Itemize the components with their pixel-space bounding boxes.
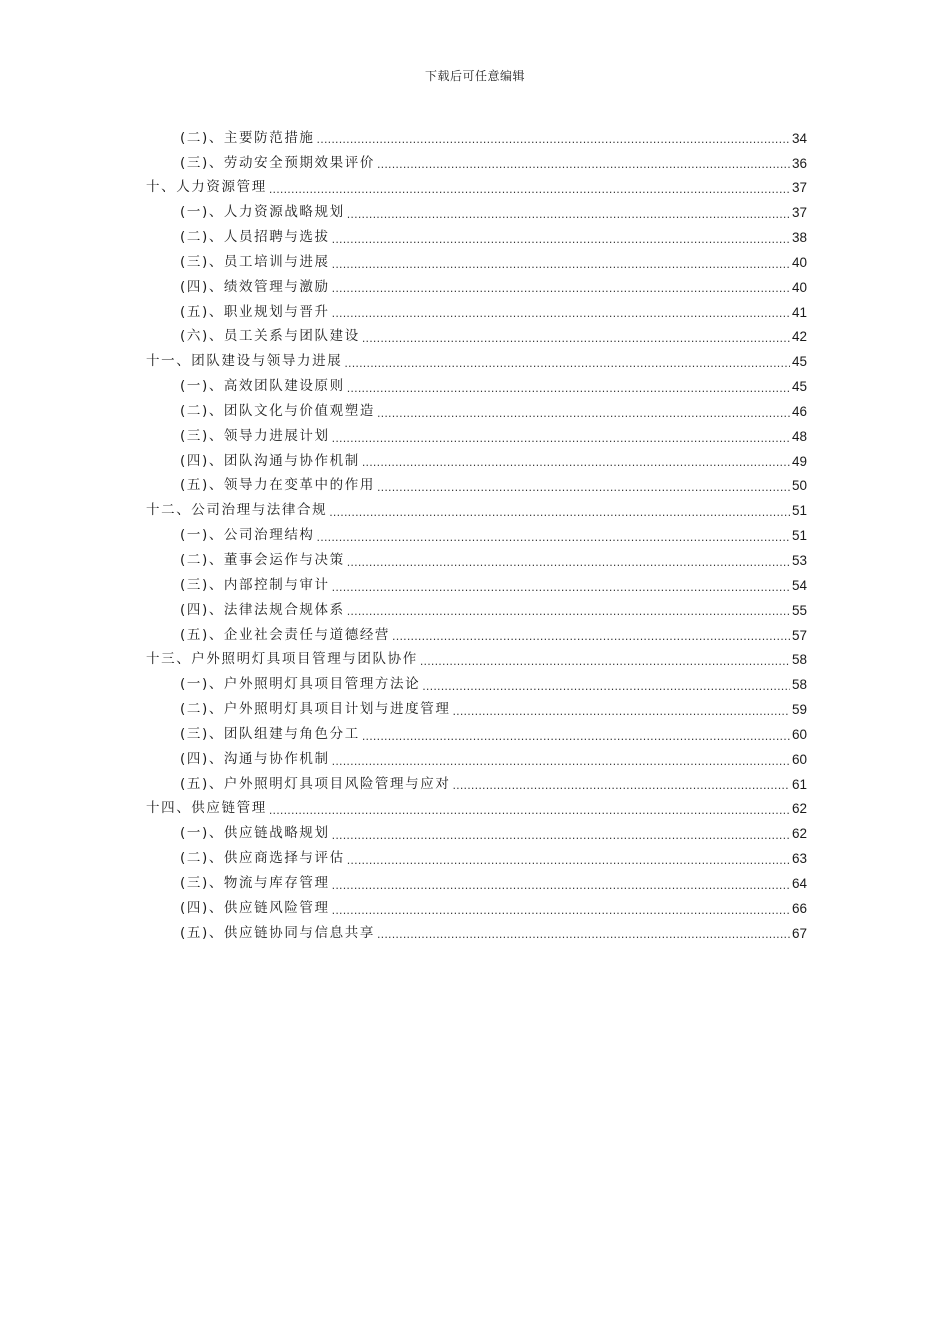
toc-dot-leader — [377, 408, 790, 422]
toc-chapter-entry[interactable] — [146, 499, 807, 524]
toc-page-number: 37 — [791, 205, 807, 221]
toc-dot-leader — [332, 308, 790, 322]
toc-section-entry[interactable] — [180, 896, 807, 921]
toc-entry-title: 十一、团队建设与领导力进展 — [146, 353, 343, 370]
toc-entry-title: (四)、团队沟通与协作机制 — [180, 452, 360, 469]
toc-section-entry[interactable] — [180, 201, 807, 226]
toc-dot-leader — [329, 507, 790, 521]
toc-entry-title: (三)、团队组建与角色分工 — [180, 725, 360, 742]
toc-page-number: 51 — [791, 528, 807, 544]
toc-page-number: 58 — [791, 652, 807, 668]
toc-dot-leader — [332, 234, 790, 248]
toc-section-entry[interactable] — [180, 300, 807, 325]
toc-dot-leader — [332, 880, 790, 894]
toc-entry-title: (二)、供应商选择与评估 — [180, 850, 345, 867]
toc-entry-title: (二)、团队文化与价值观塑造 — [180, 402, 375, 419]
toc-page-number: 67 — [791, 925, 807, 941]
toc-dot-leader — [332, 756, 790, 770]
toc-dot-leader — [362, 731, 790, 745]
toc-entry-title: 十、人力资源管理 — [146, 179, 267, 196]
toc-entry-title: (五)、供应链协同与信息共享 — [180, 924, 375, 941]
toc-section-entry[interactable] — [180, 449, 807, 474]
toc-page-number: 40 — [791, 279, 807, 295]
toc-section-entry[interactable] — [180, 399, 807, 424]
toc-dot-leader — [269, 184, 790, 198]
toc-dot-leader — [377, 482, 790, 496]
toc-section-entry[interactable] — [180, 921, 807, 946]
toc-dot-leader — [377, 929, 790, 943]
toc-chapter-entry[interactable] — [146, 797, 807, 822]
toc-section-entry[interactable] — [180, 598, 807, 623]
toc-dot-leader — [317, 532, 790, 546]
toc-chapter-entry[interactable] — [146, 176, 807, 201]
toc-section-entry[interactable] — [180, 548, 807, 573]
toc-entry-title: (四)、绩效管理与激励 — [180, 278, 330, 295]
toc-chapter-entry[interactable] — [146, 350, 807, 375]
toc-page-number: 46 — [791, 403, 807, 419]
toc-entry-title: (五)、职业规划与晋升 — [180, 303, 330, 320]
toc-entry-title: (三)、内部控制与审计 — [180, 576, 330, 593]
toc-section-entry[interactable] — [180, 275, 807, 300]
toc-dot-leader — [269, 805, 790, 819]
toc-page-number: 58 — [791, 677, 807, 693]
toc-page-number: 64 — [791, 875, 807, 891]
toc-section-entry[interactable] — [180, 722, 807, 747]
toc-page-number: 42 — [791, 329, 807, 345]
toc-page-number: 45 — [791, 379, 807, 395]
toc-entry-title: (一)、人力资源战略规划 — [180, 204, 345, 221]
toc-section-entry[interactable] — [180, 623, 807, 648]
toc-page-number: 66 — [791, 900, 807, 916]
toc-page-number: 62 — [791, 801, 807, 817]
toc-dot-leader — [347, 557, 790, 571]
toc-page-number: 49 — [791, 453, 807, 469]
toc-entry-title: (五)、企业社会责任与道德经营 — [180, 626, 391, 643]
toc-entry-title: (二)、人员招聘与选拔 — [180, 229, 330, 246]
toc-section-entry[interactable] — [180, 424, 807, 449]
toc-section-entry[interactable] — [180, 673, 807, 698]
toc-page-number: 45 — [791, 354, 807, 370]
toc-section-entry[interactable] — [180, 846, 807, 871]
toc-dot-leader — [347, 606, 790, 620]
toc-section-entry[interactable] — [180, 374, 807, 399]
toc-dot-leader — [422, 681, 790, 695]
toc-entry-title: (二)、户外照明灯具项目计划与进度管理 — [180, 701, 451, 718]
toc-entry-title: (五)、户外照明灯具项目风险管理与应对 — [180, 775, 451, 792]
toc-dot-leader — [332, 259, 790, 273]
toc-page-number: 55 — [791, 602, 807, 618]
toc-section-entry[interactable] — [180, 524, 807, 549]
toc-page-number: 34 — [791, 130, 807, 146]
toc-page-number: 53 — [791, 553, 807, 569]
toc-dot-leader — [332, 433, 790, 447]
toc-dot-leader — [347, 383, 790, 397]
toc-entry-title: (一)、供应链战略规划 — [180, 825, 330, 842]
toc-page-number: 61 — [791, 776, 807, 792]
toc-entry-title: (四)、法律法规合规体系 — [180, 601, 345, 618]
toc-entry-title: (四)、沟通与协作机制 — [180, 750, 330, 767]
toc-entry-title: (四)、供应链风险管理 — [180, 899, 330, 916]
toc-page-number: 41 — [791, 304, 807, 320]
toc-section-entry[interactable] — [180, 225, 807, 250]
toc-section-entry[interactable] — [180, 126, 807, 151]
toc-entry-title: (一)、户外照明灯具项目管理方法论 — [180, 676, 421, 693]
toc-dot-leader — [332, 830, 790, 844]
toc-dot-leader — [392, 631, 790, 645]
toc-page-number: 36 — [791, 155, 807, 171]
toc-entry-title: (三)、员工培训与进展 — [180, 253, 330, 270]
toc-page-number: 40 — [791, 254, 807, 270]
toc-section-entry[interactable] — [180, 474, 807, 499]
toc-section-entry[interactable] — [180, 325, 807, 350]
toc-entry-title: (三)、劳动安全预期效果评价 — [180, 154, 375, 171]
toc-section-entry[interactable] — [180, 697, 807, 722]
toc-section-entry[interactable] — [180, 822, 807, 847]
toc-dot-leader — [317, 134, 790, 148]
toc-chapter-entry[interactable] — [146, 648, 807, 673]
toc-page-number: 63 — [791, 851, 807, 867]
toc-dot-leader — [347, 855, 790, 869]
toc-entry-title: 十三、户外照明灯具项目管理与团队协作 — [146, 651, 418, 668]
toc-page-number: 38 — [791, 230, 807, 246]
toc-entry-title: (二)、董事会运作与决策 — [180, 552, 345, 569]
toc-dot-leader — [332, 905, 790, 919]
toc-page-number: 60 — [791, 726, 807, 742]
toc-dot-leader — [452, 706, 790, 720]
toc-entry-title: 十四、供应链管理 — [146, 800, 267, 817]
toc-page-number: 57 — [791, 627, 807, 643]
toc-section-entry[interactable] — [180, 747, 807, 772]
toc-entry-title: (五)、领导力在变革中的作用 — [180, 477, 375, 494]
toc-dot-leader — [420, 656, 790, 670]
toc-entry-title: (二)、主要防范措施 — [180, 129, 315, 146]
toc-dot-leader — [344, 358, 790, 372]
toc-dot-leader — [377, 159, 790, 173]
toc-page-number: 59 — [791, 702, 807, 718]
toc-section-entry[interactable] — [180, 573, 807, 598]
toc-section-entry[interactable] — [180, 871, 807, 896]
page-header: 下载后可任意编辑 — [424, 69, 525, 83]
toc-dot-leader — [332, 582, 790, 596]
toc-page-number: 62 — [791, 826, 807, 842]
toc-entry-title: 十二、公司治理与法律合规 — [146, 502, 328, 519]
toc-entry-title: (三)、领导力进展计划 — [180, 427, 330, 444]
toc-dot-leader — [332, 283, 790, 297]
toc-entry-title: (一)、公司治理结构 — [180, 527, 315, 544]
toc-section-entry[interactable] — [180, 151, 807, 176]
toc-page-number: 51 — [791, 503, 807, 519]
table-of-contents — [0, 126, 950, 946]
toc-section-entry[interactable] — [180, 250, 807, 275]
toc-dot-leader — [362, 333, 790, 347]
toc-entry-title: (六)、员工关系与团队建设 — [180, 328, 360, 345]
toc-page-number: 37 — [791, 180, 807, 196]
toc-page-number: 50 — [791, 478, 807, 494]
toc-page-number: 60 — [791, 751, 807, 767]
toc-page-number: 48 — [791, 428, 807, 444]
toc-dot-leader — [362, 457, 790, 471]
toc-entry-title: (一)、高效团队建设原则 — [180, 378, 345, 395]
toc-page-number: 54 — [791, 577, 807, 593]
toc-dot-leader — [347, 209, 790, 223]
toc-dot-leader — [452, 780, 790, 794]
toc-section-entry[interactable] — [180, 772, 807, 797]
toc-entry-title: (三)、物流与库存管理 — [180, 874, 330, 891]
